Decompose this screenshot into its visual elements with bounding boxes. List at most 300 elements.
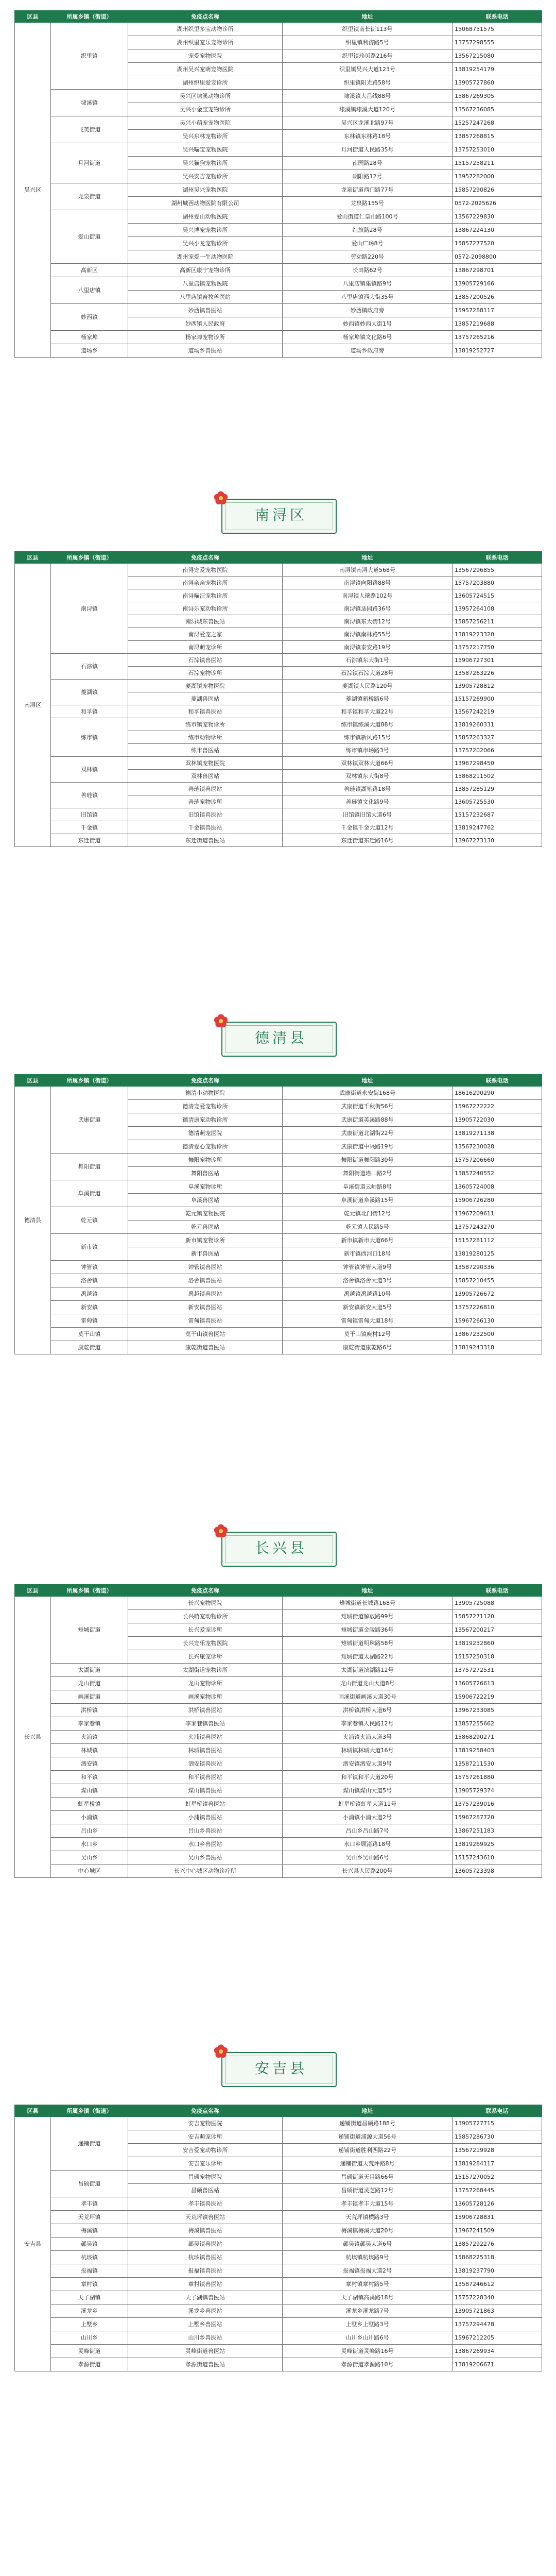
site-cell: 长兴中心城区动物诊疗所 [128,1865,283,1878]
address-cell: 阜溪街道阜溪路15号 [283,1194,453,1207]
address-cell: 织里镇珍贝路216号 [283,49,453,63]
table-row [15,2117,542,2130]
site-cell: 舞阳宠物诊所 [128,1154,283,1167]
table-row [15,1798,542,1811]
address-cell: 埭溪镇埭溪大道120号 [283,103,453,116]
site-cell: 练市镇宠物诊所 [128,718,283,731]
site-cell: 吴兴小金宝宠物诊所 [128,103,283,116]
table-row [15,1865,542,1878]
address-cell: 雉城街道长城路168号 [283,1597,453,1610]
phone-cell: 13605723398 [453,1865,542,1878]
header-district: 区县 [15,552,51,564]
address-cell: 舞阳街道塔山路2号 [283,1167,453,1180]
address-cell: 练市镇新风路15号 [283,731,453,744]
phone-cell: 15967266130 [453,1314,542,1328]
phone-cell: 13587263226 [453,667,542,680]
address-cell: 小浦镇小浦大道2号 [283,1811,453,1824]
facility-table [14,1584,542,1878]
table-row [15,2238,542,2251]
phone-cell: 15906728831 [453,2211,542,2224]
site-cell: 上墅乡兽医站 [128,2318,283,2331]
address-cell: 递铺街道昌硕路188号 [283,2117,453,2130]
address-cell: 上墅乡上墅路3号 [283,2318,453,2331]
table-row [15,1784,542,1798]
town-cell: 菱湖镇 [51,680,128,705]
table-row [15,90,542,103]
district-cell: 南浔区 [15,564,51,847]
phone-cell: 15157269900 [453,692,542,705]
header-site: 免疫点名称 [128,11,283,23]
town-cell: 舞阳街道 [51,1154,128,1180]
address-cell: 山川乡山川路6号 [283,2331,453,2345]
phone-cell: 13819280125 [453,1247,542,1261]
phone-cell: 15857277520 [453,237,542,250]
site-cell: 千金镇兽医站 [128,821,283,834]
address-cell: 长田路62号 [283,264,453,277]
address-cell: 武康街道千秋街56号 [283,1100,453,1113]
address-cell: 武康街道永安街168号 [283,1087,453,1100]
site-cell: 新市镇宠物诊所 [128,1234,283,1247]
address-cell: 雉城街道明珠路58号 [283,1637,453,1650]
site-cell: 龙山宠物诊所 [128,1677,283,1690]
table-row [15,1314,542,1328]
site-cell: 善琏镇兽医站 [128,783,283,795]
address-cell: 莫干山镇庾村12号 [283,1328,453,1341]
site-cell: 八里店镇宠物医院 [128,277,283,291]
address-cell: 阜溪街道云岫路8号 [283,1180,453,1194]
phone-cell: 13567215080 [453,49,542,63]
town-cell: 练市镇 [51,718,128,757]
phone-cell: 13757272531 [453,1664,542,1677]
table-row [15,1180,542,1194]
header-district: 区县 [15,1075,51,1087]
phone-cell: 13967298450 [453,757,542,770]
phone-cell: 15157258211 [453,157,542,170]
site-cell: 湖州织里多宝动物诊所 [128,23,283,36]
table-row [15,1851,542,1865]
address-cell: 妙西镇妙西大街1号 [283,317,453,331]
phone-cell: 13857240552 [453,1167,542,1180]
phone-cell: 13757268445 [453,2184,542,2197]
address-cell: 杨家埠镇文化路6号 [283,331,453,344]
site-cell: 小浦镇兽医站 [128,1811,283,1824]
table-header-row [15,11,542,23]
address-cell: 旧馆镇旧馆大道6号 [283,808,453,821]
table-row [15,116,542,130]
header-site: 免疫点名称 [128,1075,283,1087]
address-cell: 虹星桥镇虹星大道11号 [283,1798,453,1811]
site-cell: 夹浦镇兽医站 [128,1731,283,1744]
table-row [15,1717,542,1731]
address-cell: 灵峰街道灵峰路16号 [283,2345,453,2358]
phone-cell: 13905721863 [453,2304,542,2318]
table-row [15,2345,542,2358]
table-row [15,1704,542,1717]
flower-icon [212,1012,230,1030]
site-cell: 杭垓镇兽医站 [128,2251,283,2264]
site-cell: 东迁街道兽医站 [128,834,283,847]
table-row [15,821,542,834]
site-cell: 阜溪兽医站 [128,1194,283,1207]
phone-cell: 13587246612 [453,2278,542,2291]
address-cell: 练市镇练溪大道88号 [283,718,453,731]
site-cell: 练市动物诊所 [128,731,283,744]
town-cell: 章村镇 [51,2278,128,2291]
address-cell: 钟管镇钟管大道9号 [283,1261,453,1274]
table-row [15,564,542,577]
address-cell: 煤山镇煤山大道5号 [283,1784,453,1798]
site-cell: 虹星桥镇兽医站 [128,1798,283,1811]
town-cell: 孝源街道 [51,2358,128,2371]
site-cell: 湖州织里宠乐宠物诊所 [128,36,283,49]
phone-cell: 13819223320 [453,628,542,641]
table-row [15,1207,542,1221]
header-address: 地址 [283,1075,453,1087]
site-cell: 吴兴东林宠物诊所 [128,130,283,143]
town-cell: 洪桥镇 [51,1704,128,1717]
table-row [15,331,542,344]
site-cell: 乾元镇宠物医院 [128,1207,283,1221]
address-cell: 画溪街道画溪大道30号 [283,1690,453,1704]
phone-cell: 15757203880 [453,577,542,589]
address-cell: 南浔镇向阳路88号 [283,577,453,589]
header-district: 区县 [15,2105,51,2117]
address-cell: 长兴县人民路200号 [283,1865,453,1878]
address-cell: 南浔镇人瑞路102号 [283,589,453,602]
town-cell: 武康街道 [51,1087,128,1154]
town-cell: 吕山乡 [51,1824,128,1838]
table-row [15,2318,542,2331]
table-row [15,1757,542,1771]
site-cell: 章村镇兽医站 [128,2278,283,2291]
table-row [15,1301,542,1314]
town-cell: 八里店镇 [51,277,128,304]
address-cell: 菱湖镇人民路120号 [283,680,453,692]
phone-cell: 13867269934 [453,2345,542,2358]
phone-cell: 13905727860 [453,76,542,90]
site-cell: 菱湖镇宠物医院 [128,680,283,692]
town-cell: 康乾街道 [51,1341,128,1354]
site-cell: 南浔喵汪宠物诊所 [128,589,283,602]
town-cell: 灵峰街道 [51,2345,128,2358]
phone-cell: 13905725088 [453,1597,542,1610]
phone-cell: 13757202066 [453,744,542,757]
facility-table [14,2105,542,2371]
site-cell: 煤山镇兽医站 [128,1784,283,1798]
phone-cell: 13819206671 [453,2358,542,2371]
phone-cell: 15068751575 [453,23,542,36]
table-row [15,2251,542,2264]
phone-cell: 13819237790 [453,2264,542,2278]
address-cell: 武康街道英溪路88号 [283,1113,453,1127]
phone-cell: 13857268815 [453,130,542,143]
site-cell: 德清萌宠医院 [128,1127,283,1140]
address-cell: 爱山街道仁皇山路100号 [283,210,453,224]
town-cell: 阜溪街道 [51,1180,128,1207]
phone-cell: 15868211502 [453,770,542,783]
town-cell: 小浦镇 [51,1811,128,1824]
phone-cell: 15157243610 [453,1851,542,1865]
address-cell: 昌硕街道灵芝路12号 [283,2184,453,2197]
table-row [15,2224,542,2238]
address-cell: 南浔镇南林路55号 [283,628,453,641]
town-cell: 龙泉街道 [51,183,128,210]
address-cell: 递铺街道浦源大道56号 [283,2130,453,2144]
phone-cell: 15967212205 [453,2331,542,2345]
site-cell: 吴山乡兽医站 [128,1851,283,1865]
table-row [15,277,542,291]
address-cell: 妙西镇政府旁 [283,304,453,317]
header-district: 区县 [15,11,51,23]
address-cell: 递铺街道胜利西路22号 [283,2144,453,2157]
site-cell: 天荒坪镇兽医站 [128,2211,283,2224]
town-cell: 孝丰镇 [51,2197,128,2211]
phone-cell: 13567229830 [453,210,542,224]
table-row [15,757,542,770]
table-row [15,2264,542,2278]
address-cell: 朝阳路12号 [283,170,453,183]
table-row [15,1744,542,1757]
table-row [15,264,542,277]
site-cell: 安吉萌宠诊所 [128,2130,283,2144]
flower-center [219,496,223,500]
address-cell: 善琏镇湖笔路18号 [283,783,453,795]
town-cell: 爱山街道 [51,210,128,264]
town-cell: 石淙镇 [51,654,128,680]
site-cell: 双林镇宠物医院 [128,757,283,770]
address-cell: 菱湖镇新桥路6号 [283,692,453,705]
table-row [15,654,542,667]
address-cell: 禹越镇禹越路10号 [283,1287,453,1301]
district-cell: 德清县 [15,1087,51,1354]
town-cell: 禹越镇 [51,1287,128,1301]
site-cell: 吴兴喵宝宠物医院 [128,143,283,157]
site-cell: 湖州宠爱一生动物医院 [128,250,283,264]
site-cell: 莫干山镇兽医站 [128,1328,283,1341]
phone-cell: 15757228340 [453,2291,542,2304]
town-cell: 飞英街道 [51,116,128,143]
address-cell: 太湖街道滨湖路12号 [283,1664,453,1677]
site-cell: 吴兴安吉宠物诊所 [128,170,283,183]
site-cell: 林城镇兽医站 [128,1744,283,1757]
town-cell: 煤山镇 [51,1784,128,1798]
table-row [15,183,542,197]
address-cell: 新安镇新安大道5号 [283,1301,453,1314]
town-cell: 新市镇 [51,1234,128,1261]
address-cell: 龙泉路155号 [283,197,453,210]
town-cell: 报福镇 [51,2264,128,2278]
site-cell: 南浔爱宠之家 [128,628,283,641]
table-row [15,1771,542,1784]
address-cell: 天荒坪镇横路3号 [283,2211,453,2224]
address-cell: 雉城街道解放路99号 [283,1610,453,1623]
facility-table [14,1074,542,1354]
header-site: 免疫点名称 [128,552,283,564]
town-cell: 龙山街道 [51,1677,128,1690]
address-cell: 乾元镇北门街12号 [283,1207,453,1221]
header-site: 免疫点名称 [128,1585,283,1597]
table-row [15,1690,542,1704]
table-row [15,1234,542,1247]
site-cell: 吴兴小龙宠物诊所 [128,237,283,250]
site-cell: 南浔萌宠诊所 [128,641,283,654]
town-cell: 双林镇 [51,757,128,783]
address-cell: 南浔镇东大街12号 [283,615,453,628]
phone-cell: 15868290271 [453,1731,542,1744]
site-cell: 长兴康宠诊所 [128,1650,283,1664]
phone-cell: 13605726613 [453,1677,542,1690]
address-cell: 杭垓镇杭垓路9号 [283,2251,453,2264]
town-cell: 虹星桥镇 [51,1798,128,1811]
town-cell: 递铺街道 [51,2117,128,2171]
table-row [15,210,542,224]
town-cell: 高新区 [51,264,128,277]
table-row [15,718,542,731]
phone-cell: 13819284117 [453,2157,542,2171]
site-cell: 八里店镇畜牧兽医站 [128,291,283,304]
section-banner [211,1522,345,1574]
site-cell: 新安镇兽医站 [128,1301,283,1314]
address-cell: 南浔镇适园路36号 [283,602,453,615]
address-cell: 康乾街道康乾路6号 [283,1341,453,1354]
phone-cell: 13605725530 [453,795,542,808]
header-phone: 联系电话 [453,11,542,23]
phone-cell: 13819247762 [453,821,542,834]
phone-cell: 13757298555 [453,36,542,49]
header-town: 所属乡镇（街道） [51,552,128,564]
table-row [15,1087,542,1100]
address-cell: 孝源街道孝源路10号 [283,2358,453,2371]
address-cell: 溪龙乡溪龙路7号 [283,2304,453,2318]
table-row [15,680,542,692]
site-cell: 安吉爱宠动物诊所 [128,2144,283,2157]
phone-cell: 15906726280 [453,1194,542,1207]
site-cell: 德清康宠动物诊所 [128,1113,283,1127]
site-cell: 安吉宠乐诊所 [128,2157,283,2171]
address-cell: 水口乡顾渚路18号 [283,1838,453,1851]
address-cell: 织里镇利济路5号 [283,36,453,49]
site-cell: 吴兴猫狗宠物诊所 [128,157,283,170]
table-row [15,143,542,157]
town-cell: 李家巷镇 [51,1717,128,1731]
site-cell: 和平镇兽医站 [128,1771,283,1784]
table-row [15,2304,542,2318]
table-header-row [15,1075,542,1087]
site-cell: 山川乡兽医站 [128,2331,283,2345]
town-cell: 善琏镇 [51,783,128,808]
address-cell: 劳动路220号 [283,250,453,264]
address-cell: 双林镇双林大道66号 [283,757,453,770]
site-cell: 孝源街道兽医站 [128,2358,283,2371]
table-row [15,808,542,821]
site-cell: 李家巷镇兽医站 [128,1717,283,1731]
address-cell: 武康街道北湖街22号 [283,1127,453,1140]
address-cell: 夹浦镇夹浦大道3号 [283,1731,453,1744]
town-cell: 钟管镇 [51,1261,128,1274]
flower-icon [212,489,230,507]
town-cell: 鄣吴镇 [51,2238,128,2251]
table-header-row [15,2105,542,2117]
site-cell: 舞阳兽医站 [128,1167,283,1180]
phone-cell: 13967209611 [453,1207,542,1221]
town-cell: 雉城街道 [51,1597,128,1664]
site-cell: 南浔乐宠动物诊所 [128,602,283,615]
banner-title: 长兴县 [254,1539,307,1556]
flower-center [219,2049,223,2054]
site-cell: 湖州城西动物医院有限公司 [128,197,283,210]
address-cell: 吕山乡吕山路7号 [283,1824,453,1838]
town-cell: 雷甸镇 [51,1314,128,1328]
site-cell: 湖州吴兴宠萌宠物医院 [128,63,283,76]
town-cell: 织里镇 [51,23,128,90]
phone-cell: 13857285129 [453,783,542,795]
phone-cell: 15757261880 [453,1771,542,1784]
phone-cell: 13967233085 [453,1704,542,1717]
phone-cell: 13867224130 [453,224,542,237]
phone-cell: 0572-2098800 [453,250,542,264]
address-cell: 新市镇西河口18号 [283,1247,453,1261]
facility-table [14,551,542,847]
header-town: 所属乡镇（街道） [51,1075,128,1087]
site-cell: 善琏宠物诊所 [128,795,283,808]
section-banner [211,2043,345,2094]
phone-cell: 13605724008 [453,1180,542,1194]
phone-cell: 13587290336 [453,1261,542,1274]
banner-title: 德清县 [254,1029,307,1046]
phone-cell: 15906727301 [453,654,542,667]
site-cell: 南浔城东兽医站 [128,615,283,628]
town-cell: 天子湖镇 [51,2291,128,2304]
table-row [15,1341,542,1354]
flower-center [219,1529,223,1533]
table-row [15,2171,542,2184]
phone-cell: 15857263327 [453,731,542,744]
address-cell: 报福镇报福大道2号 [283,2264,453,2278]
address-cell: 孝丰镇孝丰大道15号 [283,2197,453,2211]
site-cell: 吴兴区埭溪动物诊所 [128,90,283,103]
site-cell: 长兴宠物医院 [128,1597,283,1610]
phone-cell: 13905729374 [453,1784,542,1798]
address-cell: 洪桥镇洪桥大道6号 [283,1704,453,1717]
phone-cell: 13567236085 [453,103,542,116]
town-cell: 月河街道 [51,143,128,183]
town-cell: 中心城区 [51,1865,128,1878]
address-cell: 乾元镇人民路5号 [283,1221,453,1234]
address-cell: 舞阳街道舞阳路30号 [283,1154,453,1167]
town-cell: 千金镇 [51,821,128,834]
address-cell: 林城镇林城大道16号 [283,1744,453,1757]
town-cell: 新安镇 [51,1301,128,1314]
phone-cell: 13757226810 [453,1301,542,1314]
phone-cell: 13905726672 [453,1287,542,1301]
header-phone: 联系电话 [453,1585,542,1597]
table-row [15,1811,542,1824]
site-cell: 湖州爱山动物医院 [128,210,283,224]
section-banner [211,489,345,541]
site-cell: 湖州吴兴宠物医院 [128,183,283,197]
phone-cell: 13757243270 [453,1221,542,1234]
site-cell: 高新区康宁宠物诊所 [128,264,283,277]
address-cell: 和平镇和平大道20号 [283,1771,453,1784]
table-row [15,304,542,317]
district-cell: 长兴县 [15,1597,51,1878]
phone-cell: 13819258403 [453,1744,542,1757]
phone-cell: 13967273130 [453,834,542,847]
site-cell: 南浔亲亲宠物诊所 [128,577,283,589]
header-address: 地址 [283,1585,453,1597]
header-town: 所属乡镇（街道） [51,2105,128,2117]
phone-cell: 13567242219 [453,705,542,718]
